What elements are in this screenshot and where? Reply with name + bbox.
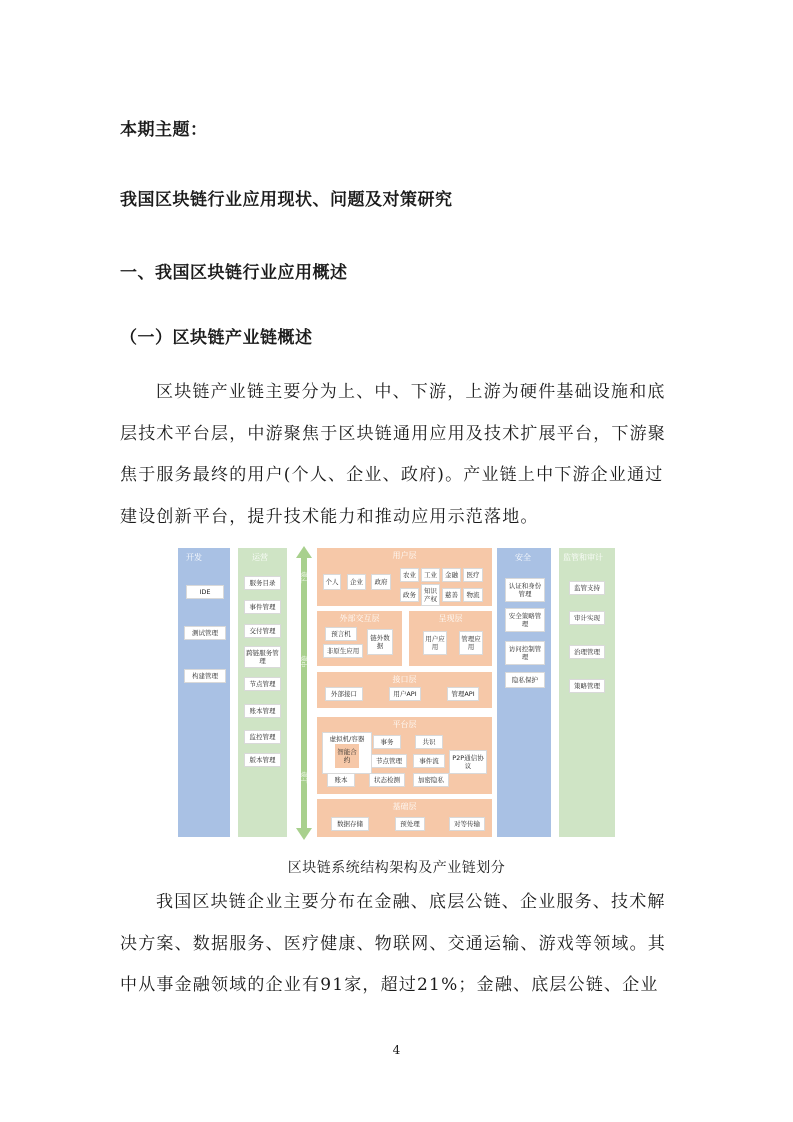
- security-item: 隐私保护: [505, 672, 545, 688]
- arrow-label-midstream: 中游: [301, 655, 309, 668]
- platform-layer-title: 平台层: [392, 720, 417, 729]
- paragraph-text: 我国区块链企业主要分布在金融、底层公链、企业服务、技术解决方案、数据服务、医疗健康、物联网、交通运输、游戏等领域。其中从事金融领域的企业有91家，超过21%；金融、底层公链、企业: [120, 892, 666, 995]
- platform-layer-item: 共识: [415, 735, 443, 749]
- platform-layer-item: 加密隐私: [413, 773, 449, 787]
- user-layer-item: 慈善: [442, 588, 461, 602]
- theme-label: 本期主题：: [120, 120, 208, 140]
- ops-item: 节点管理: [244, 677, 281, 691]
- user-layer-item: 政务: [400, 588, 419, 602]
- regulation-item: 策略管理: [569, 679, 605, 693]
- regulation-column-title: 监管和审计: [563, 553, 603, 562]
- user-layer-item: 金融: [442, 568, 461, 582]
- base-layer-item: 数据存储: [331, 817, 369, 831]
- paragraph-enterprise-distribution: [120, 882, 676, 1007]
- presentation-layer-item: 用户应用: [423, 631, 447, 655]
- security-item: 认证和身份管理: [505, 578, 545, 602]
- platform-layer-item: P2P通信协议: [449, 750, 487, 774]
- ops-item: 服务目录: [244, 576, 281, 590]
- external-layer-item: 非原生应用: [323, 644, 363, 658]
- interface-layer-item: 管理API: [447, 687, 479, 701]
- dev-column: [178, 548, 230, 837]
- regulation-item: 监管支持: [569, 581, 605, 595]
- dev-item: 测试管理: [184, 626, 226, 640]
- security-item: 访问控制管理: [505, 641, 545, 665]
- base-layer: [317, 799, 492, 837]
- user-layer-item: 工业: [421, 568, 440, 582]
- upstream-downstream-arrow: [296, 546, 312, 840]
- regulation-item: 审计实现: [569, 611, 605, 625]
- user-layer-title: 用户层: [392, 551, 417, 560]
- presentation-layer-title: 呈现层: [438, 614, 463, 623]
- user-layer-item: 医疗: [463, 568, 483, 582]
- user-layer-item: 企业: [347, 574, 366, 590]
- platform-layer-item: 账本: [327, 773, 355, 787]
- user-layer-item: 政府: [371, 574, 391, 590]
- presentation-layer-item: 管理应用: [459, 631, 483, 655]
- arrow-label-upstream: 上游: [301, 771, 309, 784]
- ops-column: [238, 548, 287, 837]
- platform-layer: [317, 717, 492, 794]
- platform-layer-item: 事件流: [413, 754, 445, 768]
- security-column-title: 安全: [515, 553, 531, 562]
- platform-layer-item: 虚拟机/容器: [329, 735, 365, 743]
- section-heading: 一、我国区块链行业应用概述: [120, 263, 348, 283]
- presentation-layer: [409, 611, 492, 666]
- subsection-heading: （一）区块链产业链概述: [120, 328, 313, 348]
- regulation-item: 治理管理: [569, 645, 605, 659]
- user-layer-item: 农业: [400, 568, 419, 582]
- external-layer-item: 预言机: [325, 627, 357, 641]
- user-layer: [317, 548, 492, 606]
- ops-item: 事件管理: [244, 600, 281, 614]
- page-number: 4: [392, 1043, 401, 1057]
- platform-layer-item: 状态检测: [369, 773, 405, 787]
- dev-item: IDE: [186, 585, 224, 599]
- user-layer-item: 物流: [463, 588, 483, 602]
- paragraph-industry-chain: [120, 372, 676, 538]
- base-layer-item: 对等传输: [449, 817, 485, 831]
- interface-layer: [317, 672, 492, 708]
- user-layer-item: 知识产权: [421, 584, 440, 606]
- ops-item: 交付管理: [244, 624, 281, 638]
- dev-item: 构建管理: [184, 669, 226, 683]
- interface-layer-item: 外部接口: [325, 687, 363, 701]
- security-column: [497, 548, 551, 837]
- regulation-audit-column: [559, 548, 615, 837]
- ops-column-title: 运营: [252, 553, 268, 562]
- interface-layer-title: 接口层: [392, 675, 417, 684]
- platform-layer-item: 事务: [373, 735, 401, 749]
- figure-caption: 区块链系统结构架构及产业链划分: [287, 860, 506, 876]
- interface-layer-item: 用户API: [389, 687, 421, 701]
- vm-container-group: [322, 732, 372, 774]
- ops-item: 跨链服务管理: [244, 646, 281, 668]
- user-layer-item: 个人: [323, 574, 341, 590]
- ops-item: 账本管理: [244, 704, 281, 718]
- arrow-label-downstream: 下游: [301, 571, 309, 584]
- external-layer-item: 链外数据: [367, 629, 393, 655]
- external-interaction-layer: [317, 611, 402, 666]
- platform-layer-item: 智能合约: [335, 744, 359, 768]
- base-layer-item: 预处理: [395, 817, 425, 831]
- paragraph-text: 区块链产业链主要分为上、中、下游，上游为硬件基础设施和底层技术平台层，中游聚焦于区块链通用应用及技术扩展平台，下游聚焦于服务最终的用户(个人、企业、政府)。产业链上中下游企业通过建设创新平台，提升技术能力和推动应用示范落地。: [120, 382, 666, 527]
- external-layer-title: 外部交互层: [339, 614, 380, 623]
- dev-column-title: 开发: [186, 553, 202, 562]
- platform-layer-item: 节点管理: [371, 754, 407, 768]
- ops-item: 监控管理: [244, 730, 281, 744]
- security-item: 安全策略管理: [505, 608, 545, 632]
- document-title: 我国区块链行业应用现状、问题及对策研究: [120, 190, 453, 210]
- ops-item: 版本管理: [244, 753, 281, 767]
- base-layer-title: 基础层: [392, 802, 417, 811]
